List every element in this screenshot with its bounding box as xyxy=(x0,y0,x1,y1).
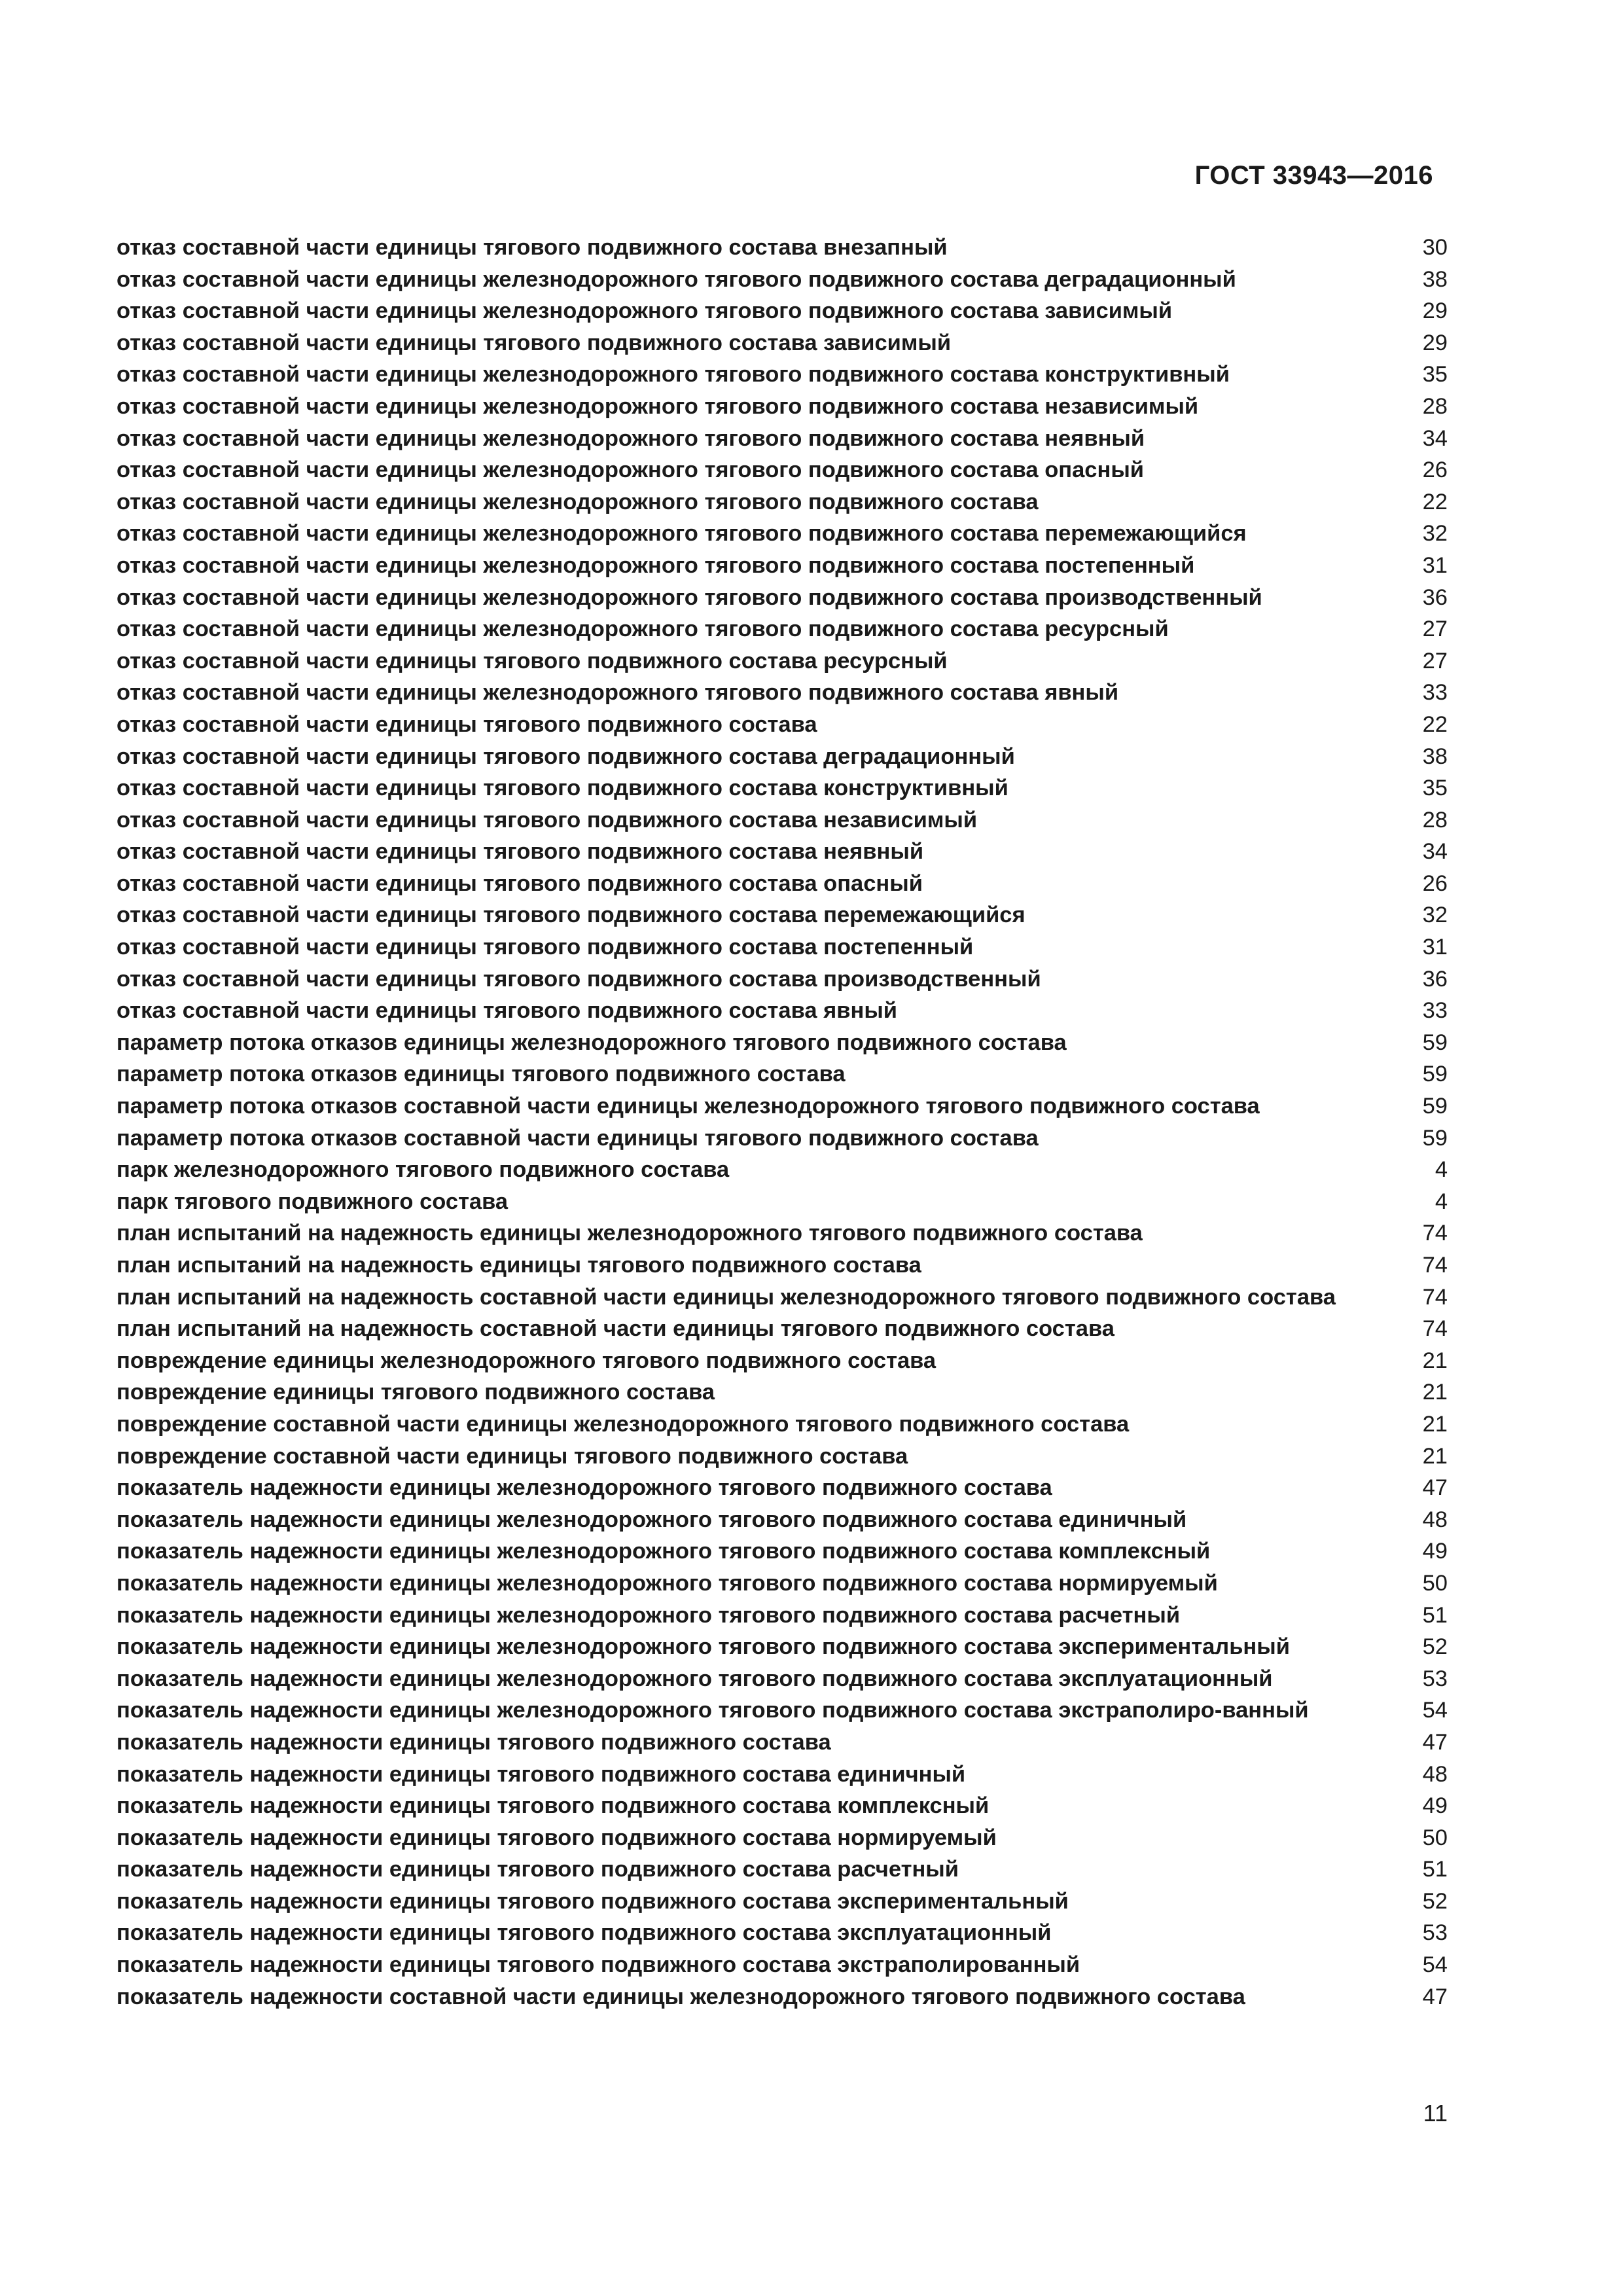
index-entry xyxy=(116,1949,1448,1981)
index-entry xyxy=(116,899,1448,931)
index-term: отказ составной части единицы железнодорожного тягового подвижного состава независимый xyxy=(116,393,1199,419)
index-term: показатель надежности единицы железнодорожного тягового подвижного состава нормируемый xyxy=(116,1570,1218,1596)
index-term: план испытаний на надежность единицы железнодорожного тягового подвижного состава xyxy=(116,1221,1143,1246)
index-entry xyxy=(116,772,1448,804)
index-page-number: 26 xyxy=(1422,457,1448,483)
index-page-number: 28 xyxy=(1422,393,1448,419)
index-term: отказ составной части единицы тягового подвижного состава независимый xyxy=(116,807,978,833)
index-entry xyxy=(116,1600,1448,1632)
index-term: отказ составной части единицы тягового подвижного состава постепенный xyxy=(116,935,974,960)
index-term: повреждение единицы железнодорожного тягового подвижного состава xyxy=(116,1348,936,1373)
index-entry xyxy=(116,1822,1448,1854)
index-page-number: 27 xyxy=(1422,648,1448,673)
index-page-number: 74 xyxy=(1422,1253,1448,1278)
index-term: отказ составной части единицы тягового подвижного состава перемежающийся xyxy=(116,903,1026,928)
index-entry xyxy=(116,423,1448,455)
index-term: отказ составной части единицы железнодорожного тягового подвижного состава явный xyxy=(116,680,1119,706)
index-term: отказ составной части единицы тягового подвижного состава ресурсный xyxy=(116,648,948,673)
index-entry xyxy=(116,1695,1448,1727)
index-page-number: 52 xyxy=(1422,1634,1448,1660)
index-entry xyxy=(116,1981,1448,2013)
index-entry xyxy=(116,1727,1448,1759)
index-term: отказ составной части единицы железнодорожного тягового подвижного состава деградационный xyxy=(116,266,1236,292)
index-term: параметр потока отказов единицы тягового подвижного состава xyxy=(116,1062,846,1087)
index-page-number: 74 xyxy=(1422,1221,1448,1246)
index-term: план испытаний на надежность составной части единицы железнодорожного тягового подвижного состава xyxy=(116,1284,1336,1310)
index-term: отказ составной части единицы тягового подвижного состава деградационный xyxy=(116,744,1015,769)
index-term: показатель надежности единицы тягового подвижного состава комплексный xyxy=(116,1793,990,1819)
index-entry xyxy=(116,741,1448,773)
index-entry xyxy=(116,1217,1448,1249)
index-entry xyxy=(116,1886,1448,1918)
index-page-number: 59 xyxy=(1422,1062,1448,1087)
index-entry xyxy=(116,709,1448,741)
index-term: отказ составной части единицы тягового подвижного состава неявный xyxy=(116,839,924,865)
index-term: план испытаний на надежность составной части единицы тягового подвижного состава xyxy=(116,1316,1115,1342)
index-page-number: 50 xyxy=(1422,1570,1448,1596)
index-page-number: 74 xyxy=(1422,1316,1448,1342)
index-page-number: 21 xyxy=(1422,1411,1448,1437)
index-term: показатель надежности единицы тягового подвижного состава эксплуатационный xyxy=(116,1920,1052,1946)
index-page-number: 48 xyxy=(1422,1507,1448,1532)
index-page-number: 21 xyxy=(1422,1380,1448,1405)
index-page-number: 26 xyxy=(1422,870,1448,896)
index-entry xyxy=(116,963,1448,996)
index-entry xyxy=(116,1376,1448,1408)
index-page-number: 31 xyxy=(1422,552,1448,578)
index-page-number: 74 xyxy=(1422,1284,1448,1310)
index-entry xyxy=(116,1759,1448,1791)
index-term: отказ составной части единицы железнодорожного тягового подвижного состава xyxy=(116,489,1039,514)
index-term: отказ составной части единицы тягового подвижного состава явный xyxy=(116,998,897,1024)
index-term: повреждение единицы тягового подвижного состава xyxy=(116,1380,715,1405)
index-term: показатель надежности единицы тягового подвижного состава экстраполированный xyxy=(116,1952,1080,1978)
index-term: показатель надежности единицы тягового подвижного состава xyxy=(116,1729,831,1755)
index-page-number: 47 xyxy=(1422,1475,1448,1501)
index-term: параметр потока отказов составной части единицы тягового подвижного состава xyxy=(116,1125,1039,1151)
index-page-number: 30 xyxy=(1422,235,1448,260)
index-entry xyxy=(116,1663,1448,1695)
index-term: параметр потока отказов составной части единицы железнодорожного тягового подвижного состава xyxy=(116,1094,1260,1119)
index-page-number: 34 xyxy=(1422,839,1448,865)
index-page-number: 49 xyxy=(1422,1793,1448,1819)
index-term: парк тягового подвижного состава xyxy=(116,1189,508,1214)
index-page-number: 51 xyxy=(1422,1857,1448,1882)
index-page-number: 32 xyxy=(1422,521,1448,547)
index-page-number: 34 xyxy=(1422,425,1448,451)
index-entry xyxy=(116,804,1448,836)
index-entry xyxy=(116,327,1448,359)
index-term: отказ составной части единицы железнодорожного тягового подвижного состава опасный xyxy=(116,457,1145,483)
index-entry xyxy=(116,1345,1448,1377)
index-entry xyxy=(116,1090,1448,1122)
index-page-number: 54 xyxy=(1422,1698,1448,1723)
index-term: показатель надежности единицы железнодорожного тягового подвижного состава эксплуатационный xyxy=(116,1666,1273,1691)
index-entry xyxy=(116,1408,1448,1441)
index-entry xyxy=(116,1313,1448,1345)
index-page-number: 4 xyxy=(1435,1157,1448,1183)
index-page-number: 22 xyxy=(1422,489,1448,514)
index-term: отказ составной части единицы железнодорожного тягового подвижного состава постепенный xyxy=(116,552,1195,578)
index-page-number: 29 xyxy=(1422,298,1448,324)
index-page-number: 50 xyxy=(1422,1825,1448,1850)
index-page-number: 35 xyxy=(1422,362,1448,387)
index-entry xyxy=(116,454,1448,486)
index-page-number: 4 xyxy=(1435,1189,1448,1214)
index-page-number: 47 xyxy=(1422,1729,1448,1755)
index-page-number: 53 xyxy=(1422,1920,1448,1946)
index-page-number: 22 xyxy=(1422,711,1448,737)
index-entry xyxy=(116,1441,1448,1473)
index-entry xyxy=(116,677,1448,709)
index-term: план испытаний на надежность единицы тягового подвижного состава xyxy=(116,1253,921,1278)
index-term: отказ составной части единицы тягового подвижного состава зависимый xyxy=(116,330,952,355)
index-entry xyxy=(116,1631,1448,1663)
document-code-header: ГОСТ 33943—2016 xyxy=(1194,161,1433,190)
index-term: повреждение составной части единицы тягового подвижного состава xyxy=(116,1443,908,1469)
index-term: показатель надежности составной части единицы железнодорожного тягового подвижного состава xyxy=(116,1984,1245,2009)
index-term: отказ составной части единицы тягового подвижного состава xyxy=(116,711,817,737)
index-entry xyxy=(116,1249,1448,1282)
index-page-number: 31 xyxy=(1422,935,1448,960)
index-term: показатель надежности единицы железнодорожного тягового подвижного состава xyxy=(116,1475,1052,1501)
index-term: отказ составной части единицы тягового подвижного состава производственный xyxy=(116,966,1041,992)
index-page-number: 49 xyxy=(1422,1539,1448,1564)
index-term: отказ составной части единицы железнодорожного тягового подвижного состава производственный xyxy=(116,584,1262,610)
index-page-number: 32 xyxy=(1422,903,1448,928)
index-term: парк железнодорожного тягового подвижного состава xyxy=(116,1157,730,1183)
index-entry xyxy=(116,995,1448,1027)
index-term: отказ составной части единицы тягового подвижного состава конструктивный xyxy=(116,776,1008,801)
index-term: показатель надежности единицы железнодорожного тягового подвижного состава единичный xyxy=(116,1507,1187,1532)
index-term: отказ составной части единицы тягового подвижного состава внезапный xyxy=(116,235,948,260)
index-page-number: 38 xyxy=(1422,744,1448,769)
index-page-number: 59 xyxy=(1422,1094,1448,1119)
index-page-number: 33 xyxy=(1422,680,1448,706)
index-entry xyxy=(116,1027,1448,1059)
index-term: отказ составной части единицы тягового подвижного состава опасный xyxy=(116,870,923,896)
index-entry xyxy=(116,1472,1448,1504)
index-page-number: 27 xyxy=(1422,617,1448,642)
index-entry xyxy=(116,264,1448,296)
index-entry xyxy=(116,359,1448,391)
index-term: показатель надежности единицы железнодорожного тягового подвижного состава экспериментальный xyxy=(116,1634,1290,1660)
index-entry xyxy=(116,550,1448,582)
alphabetical-index xyxy=(116,232,1448,2013)
index-entry xyxy=(116,1058,1448,1090)
index-term: отказ составной части единицы железнодорожного тягового подвижного состава конструктивный xyxy=(116,362,1230,387)
index-term: отказ составной части единицы железнодорожного тягового подвижного состава перемежающийся xyxy=(116,521,1247,547)
index-entry xyxy=(116,1186,1448,1218)
index-term: показатель надежности единицы тягового подвижного состава экспериментальный xyxy=(116,1888,1069,1914)
index-entry xyxy=(116,613,1448,645)
index-entry xyxy=(116,1854,1448,1886)
index-page-number: 21 xyxy=(1422,1443,1448,1469)
index-page-number: 33 xyxy=(1422,998,1448,1024)
index-entry xyxy=(116,518,1448,550)
index-entry xyxy=(116,1568,1448,1600)
index-page-number: 21 xyxy=(1422,1348,1448,1373)
index-page-number: 35 xyxy=(1422,776,1448,801)
index-entry xyxy=(116,582,1448,614)
index-term: показатель надежности единицы железнодорожного тягового подвижного состава комплексный xyxy=(116,1539,1211,1564)
index-entry xyxy=(116,931,1448,963)
index-page-number: 59 xyxy=(1422,1125,1448,1151)
index-page-number: 53 xyxy=(1422,1666,1448,1691)
index-page-number: 47 xyxy=(1422,1984,1448,2009)
index-entry xyxy=(116,1790,1448,1822)
index-entry xyxy=(116,391,1448,423)
index-entry xyxy=(116,1535,1448,1568)
index-term: показатель надежности единицы железнодорожного тягового подвижного состава расчетный xyxy=(116,1602,1181,1628)
index-entry xyxy=(116,645,1448,677)
index-entry xyxy=(116,836,1448,868)
index-term: отказ составной части единицы железнодорожного тягового подвижного состава зависимый xyxy=(116,298,1173,324)
index-page-number: 54 xyxy=(1422,1952,1448,1978)
index-term: отказ составной части единицы железнодорожного тягового подвижного состава ресурсный xyxy=(116,617,1169,642)
index-page-number: 38 xyxy=(1422,266,1448,292)
index-page-number: 29 xyxy=(1422,330,1448,355)
index-entry xyxy=(116,232,1448,264)
index-page-number: 59 xyxy=(1422,1030,1448,1055)
index-entry xyxy=(116,1282,1448,1314)
index-page-number: 28 xyxy=(1422,807,1448,833)
index-term: отказ составной части единицы железнодорожного тягового подвижного состава неявный xyxy=(116,425,1145,451)
index-term: показатель надежности единицы тягового подвижного состава единичный xyxy=(116,1761,966,1787)
index-entry xyxy=(116,1154,1448,1186)
page-number: 11 xyxy=(1423,2100,1448,2126)
index-term: параметр потока отказов единицы железнодорожного тягового подвижного состава xyxy=(116,1030,1067,1055)
index-entry xyxy=(116,1917,1448,1949)
index-term: показатель надежности единицы тягового подвижного состава расчетный xyxy=(116,1857,959,1882)
index-term: показатель надежности единицы железнодорожного тягового подвижного состава экстраполиро-ванный xyxy=(116,1698,1309,1723)
index-page-number: 36 xyxy=(1422,966,1448,992)
index-entry xyxy=(116,295,1448,327)
index-page-number: 52 xyxy=(1422,1888,1448,1914)
index-entry xyxy=(116,868,1448,900)
index-page-number: 36 xyxy=(1422,584,1448,610)
index-term: повреждение составной части единицы железнодорожного тягового подвижного состава xyxy=(116,1411,1130,1437)
index-entry xyxy=(116,1504,1448,1536)
index-entry xyxy=(116,486,1448,518)
index-page-number: 51 xyxy=(1422,1602,1448,1628)
index-term: показатель надежности единицы тягового подвижного состава нормируемый xyxy=(116,1825,997,1850)
index-entry xyxy=(116,1122,1448,1155)
index-page-number: 48 xyxy=(1422,1761,1448,1787)
